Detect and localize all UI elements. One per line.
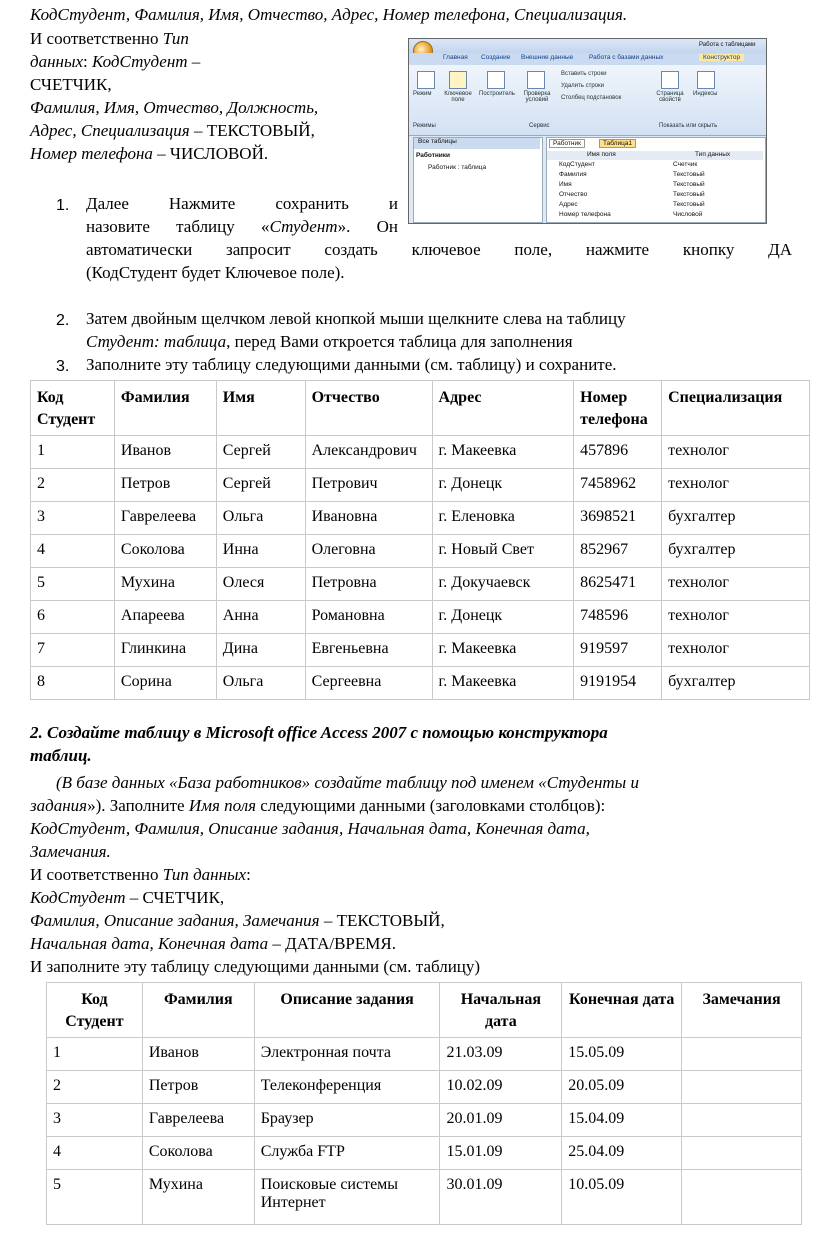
column-header: Имя: [216, 381, 305, 436]
lookup-column-button[interactable]: Столбец подстановок: [561, 95, 622, 101]
tasks-table: [46, 982, 802, 1225]
grid-field-name[interactable]: Адрес: [559, 201, 578, 208]
table-cell: 8625471: [574, 568, 662, 601]
table-cell: 919597: [574, 634, 662, 667]
section-2-types-line: И соответственно Тип данных:: [30, 865, 251, 884]
table-cell: 15.05.09: [562, 1038, 682, 1071]
grid-data-type[interactable]: Счетчик: [673, 161, 698, 168]
table-cell: 8: [31, 667, 115, 700]
nav-header[interactable]: Все таблицы: [414, 138, 540, 149]
table-cell: [682, 1137, 802, 1170]
table-cell: 748596: [574, 601, 662, 634]
table-cell: Романовна: [305, 601, 432, 634]
table-cell: Евгеньевна: [305, 634, 432, 667]
table-cell: 2: [47, 1071, 143, 1104]
table-cell: 9191954: [574, 667, 662, 700]
column-header: Адрес: [432, 381, 574, 436]
column-header: Начальная дата: [440, 983, 562, 1038]
table-cell: 3: [47, 1104, 143, 1137]
table-cell: г. Макеевка: [432, 667, 574, 700]
ribbon: [409, 65, 766, 136]
grid-header-field-name: Имя поля: [587, 151, 616, 158]
nav-table-item[interactable]: Работник : таблица: [428, 164, 487, 171]
table-cell: 1: [47, 1038, 143, 1071]
table-cell: Сергей: [216, 436, 305, 469]
table-cell: Поисковые системы Интернет: [254, 1170, 440, 1225]
test-rules-label[interactable]: Проверка условий: [523, 91, 551, 103]
grid-field-name[interactable]: Имя: [559, 181, 572, 188]
table-cell: технолог: [662, 469, 810, 502]
window-titlebar: [409, 39, 766, 53]
table-cell: 20.05.09: [562, 1071, 682, 1104]
table-cell: г. Докучаевск: [432, 568, 574, 601]
intro-number-line: Номер телефона – ЧИСЛОВОЙ.: [30, 144, 269, 163]
table-row: [31, 568, 810, 601]
grid-field-name[interactable]: Номер телефона: [559, 211, 611, 218]
table-cell: 852967: [574, 535, 662, 568]
primary-key-label[interactable]: Ключевое поле: [444, 91, 472, 103]
section-2-date-line: Начальная дата, Конечная дата – ДАТА/ВРЕМЯ.: [30, 934, 396, 953]
table-cell: 21.03.09: [440, 1038, 562, 1071]
column-header: Номер телефона: [574, 381, 662, 436]
grid-header-row: [547, 151, 763, 160]
table-cell: Телеконференция: [254, 1071, 440, 1104]
table-cell: Ольга: [216, 502, 305, 535]
step-1-number: 1.: [56, 197, 70, 214]
intro-key-line: данных: КодСтудент –: [30, 52, 201, 71]
column-header: Фамилия: [114, 381, 216, 436]
table-cell: 7458962: [574, 469, 662, 502]
table-cell: г. Донецк: [432, 469, 574, 502]
step-2-line-2: Студент: таблица, перед Вами откроется таблица для заполнения: [86, 332, 573, 351]
table-cell: Соколова: [142, 1137, 254, 1170]
table-cell: Электронная почта: [254, 1038, 440, 1071]
table-row: [47, 1038, 802, 1071]
table-cell: Петров: [142, 1071, 254, 1104]
view-button-label[interactable]: Режим: [413, 91, 432, 97]
table-cell: Олеговна: [305, 535, 432, 568]
table-cell: Александрович: [305, 436, 432, 469]
table-header-row: [47, 983, 802, 1038]
table-row: [31, 601, 810, 634]
table-cell: технолог: [662, 601, 810, 634]
doc-tab-table1[interactable]: Таблица1: [599, 139, 636, 148]
access-table-designer-screenshot: [408, 38, 767, 224]
step-3-line-1: Заполните эту таблицу следующими данными (см. таблицу) и сохраните.: [86, 355, 617, 374]
table-cell: 2: [31, 469, 115, 502]
intro-text-fields-line: Фамилия, Имя, Отчество, Должность,: [30, 98, 319, 117]
table-cell: Инна: [216, 535, 305, 568]
table-row: [31, 667, 810, 700]
property-sheet-label[interactable]: Страница свойств: [656, 91, 684, 103]
grid-header-data-type: Тип данных: [695, 151, 731, 158]
table-row: [31, 502, 810, 535]
table-cell: технолог: [662, 436, 810, 469]
table-cell: бухгалтер: [662, 502, 810, 535]
navigation-pane: [413, 137, 543, 223]
group-show-hide-label: Показать или скрыть: [659, 123, 718, 129]
table-cell: 15.04.09: [562, 1104, 682, 1137]
primary-key-icon[interactable]: [449, 71, 467, 89]
table-cell: 4: [31, 535, 115, 568]
table-row: [31, 535, 810, 568]
table-cell: 7: [31, 634, 115, 667]
grid-data-type[interactable]: Текстовый: [673, 171, 705, 178]
doc-tab-worker[interactable]: Работник: [549, 139, 585, 148]
section-2-text-line: Фамилия, Описание задания, Замечания – ТЕКСТОВЫЙ,: [30, 911, 445, 930]
tab-create[interactable]: Создание: [481, 54, 511, 61]
section-2-fields-line: КодСтудент, Фамилия, Описание задания, Начальная дата, Конечная дата,: [30, 819, 590, 838]
step-1-line-4: (КодСтудент будет Ключевое поле).: [86, 263, 345, 282]
table-cell: 20.01.09: [440, 1104, 562, 1137]
column-header: Отчество: [305, 381, 432, 436]
table-cell: технолог: [662, 634, 810, 667]
grid-field-name[interactable]: Отчество: [559, 191, 588, 198]
grid-field-name[interactable]: КодСтудент: [559, 161, 595, 168]
table-cell: 4: [47, 1137, 143, 1170]
table-cell: 5: [31, 568, 115, 601]
table-cell: Ольга: [216, 667, 305, 700]
column-header: Фамилия: [142, 983, 254, 1038]
table-cell: Иванов: [142, 1038, 254, 1071]
step-2-line-1: Затем двойным щелчком левой кнопкой мыши щелкните слева на таблицу: [86, 309, 626, 328]
table-cell: Сергей: [216, 469, 305, 502]
section-2-counter-line: КодСтудент – СЧЕТЧИК,: [30, 888, 225, 907]
builder-icon[interactable]: [487, 71, 505, 89]
grid-data-type[interactable]: Текстовый: [673, 181, 705, 188]
table-cell: Гаврелеева: [114, 502, 216, 535]
test-rules-icon[interactable]: [527, 71, 545, 89]
table-cell: 25.04.09: [562, 1137, 682, 1170]
indexes-icon[interactable]: [697, 71, 715, 89]
table-cell: [682, 1170, 802, 1225]
table-cell: 5: [47, 1170, 143, 1225]
group-views-label: Режимы: [413, 123, 436, 129]
column-header: Конечная дата: [562, 983, 682, 1038]
table-row: [47, 1137, 802, 1170]
table-cell: Петровна: [305, 568, 432, 601]
table-cell: г. Макеевка: [432, 634, 574, 667]
students-table: [30, 380, 810, 700]
table-cell: Сорина: [114, 667, 216, 700]
design-grid: [546, 137, 766, 223]
section-2-fill-line: И заполните эту таблицу следующими данными (см. таблицу): [30, 957, 481, 976]
table-row: [47, 1071, 802, 1104]
table-cell: бухгалтер: [662, 667, 810, 700]
table-cell: 10.02.09: [440, 1071, 562, 1104]
table-row: [31, 436, 810, 469]
table-cell: 457896: [574, 436, 662, 469]
nav-group[interactable]: Работники: [416, 152, 451, 159]
section-2-para-2: задания»). Заполните Имя поля следующими данными (заголовками столбцов):: [30, 796, 606, 815]
table-cell: [682, 1071, 802, 1104]
section-2-heading-cont: таблиц.: [30, 746, 92, 765]
intro-types-line: И соответственно Тип: [30, 29, 189, 48]
section-2-para-1: (В базе данных «База работников» создайте таблицу под именем «Студенты и: [56, 773, 639, 792]
table-cell: 3: [31, 502, 115, 535]
step-1-line-1: Далее Нажмите сохранить и: [86, 194, 398, 213]
table-cell: Петров: [114, 469, 216, 502]
table-cell: Иванов: [114, 436, 216, 469]
context-tab-label: Работа с таблицами: [699, 42, 756, 48]
table-cell: Сергеевна: [305, 667, 432, 700]
step-3-number: 3.: [56, 358, 70, 375]
column-header: Специализация: [662, 381, 810, 436]
table-cell: Мухина: [114, 568, 216, 601]
table-header-row: [31, 381, 810, 436]
table-cell: г. Макеевка: [432, 436, 574, 469]
table-cell: Глинкина: [114, 634, 216, 667]
table-cell: [682, 1038, 802, 1071]
step-2-number: 2.: [56, 312, 70, 329]
grid-data-type[interactable]: Текстовый: [673, 191, 705, 198]
table-cell: Гаврелеева: [142, 1104, 254, 1137]
table-cell: Анна: [216, 601, 305, 634]
table-cell: Олеся: [216, 568, 305, 601]
table-row: [47, 1170, 802, 1225]
table-cell: г. Донецк: [432, 601, 574, 634]
insert-rows-button[interactable]: Вставить строки: [561, 71, 607, 77]
table-cell: 1: [31, 436, 115, 469]
column-header: Описание задания: [254, 983, 440, 1038]
grid-field-name[interactable]: Фамилия: [559, 171, 587, 178]
table-cell: Соколова: [114, 535, 216, 568]
section-2-fields-line-2: Замечания.: [30, 842, 111, 861]
table-cell: Апареева: [114, 601, 216, 634]
table-cell: 15.01.09: [440, 1137, 562, 1170]
tab-database-tools[interactable]: Работа с базами данных: [589, 54, 664, 61]
delete-rows-button[interactable]: Удалить строки: [561, 83, 604, 89]
table-cell: г. Еленовка: [432, 502, 574, 535]
table-row: [47, 1104, 802, 1137]
column-header: Замечания: [682, 983, 802, 1038]
table-row: [31, 469, 810, 502]
tab-home[interactable]: Главная: [443, 54, 468, 61]
view-icon[interactable]: [417, 71, 435, 89]
table-cell: [682, 1104, 802, 1137]
indexes-label[interactable]: Индексы: [693, 91, 718, 97]
table-cell: 10.05.09: [562, 1170, 682, 1225]
table-cell: Служба FTP: [254, 1137, 440, 1170]
intro-counter-line: СЧЕТЧИК,: [30, 75, 112, 94]
column-header: Код Студент: [31, 381, 115, 436]
builder-label[interactable]: Построитель: [479, 91, 515, 97]
grid-data-type[interactable]: Числовой: [673, 211, 703, 218]
grid-data-type[interactable]: Текстовый: [673, 201, 705, 208]
step-1-line-2: назовите таблицу «Студент». Он: [86, 217, 398, 236]
column-header: Код Студент: [47, 983, 143, 1038]
tab-designer[interactable]: Конструктор: [699, 54, 744, 61]
table-cell: технолог: [662, 568, 810, 601]
table-cell: Браузер: [254, 1104, 440, 1137]
ribbon-tabs: [409, 53, 766, 65]
table-cell: Дина: [216, 634, 305, 667]
group-tools-label: Сервис: [529, 123, 550, 129]
table-cell: 3698521: [574, 502, 662, 535]
table-cell: 30.01.09: [440, 1170, 562, 1225]
table-cell: 6: [31, 601, 115, 634]
tab-external-data[interactable]: Внешние данные: [521, 54, 574, 61]
intro-text-type-line: Адрес, Специализация – ТЕКСТОВЫЙ,: [30, 121, 315, 140]
section-2-heading: 2. Создайте таблицу в Microsoft office Access 2007 с помощью конструктора: [30, 723, 608, 742]
table-cell: Ивановна: [305, 502, 432, 535]
table-cell: Петрович: [305, 469, 432, 502]
step-1-line-3: автоматически запросит создать ключевое поле, нажмите кнопку ДА: [86, 240, 792, 259]
table-cell: Мухина: [142, 1170, 254, 1225]
intro-fields-line: КодСтудент, Фамилия, Имя, Отчество, Адрес, Номер телефона, Специализация.: [30, 5, 628, 24]
table-row: [31, 634, 810, 667]
table-cell: бухгалтер: [662, 535, 810, 568]
property-sheet-icon[interactable]: [661, 71, 679, 89]
table-cell: г. Новый Свет: [432, 535, 574, 568]
